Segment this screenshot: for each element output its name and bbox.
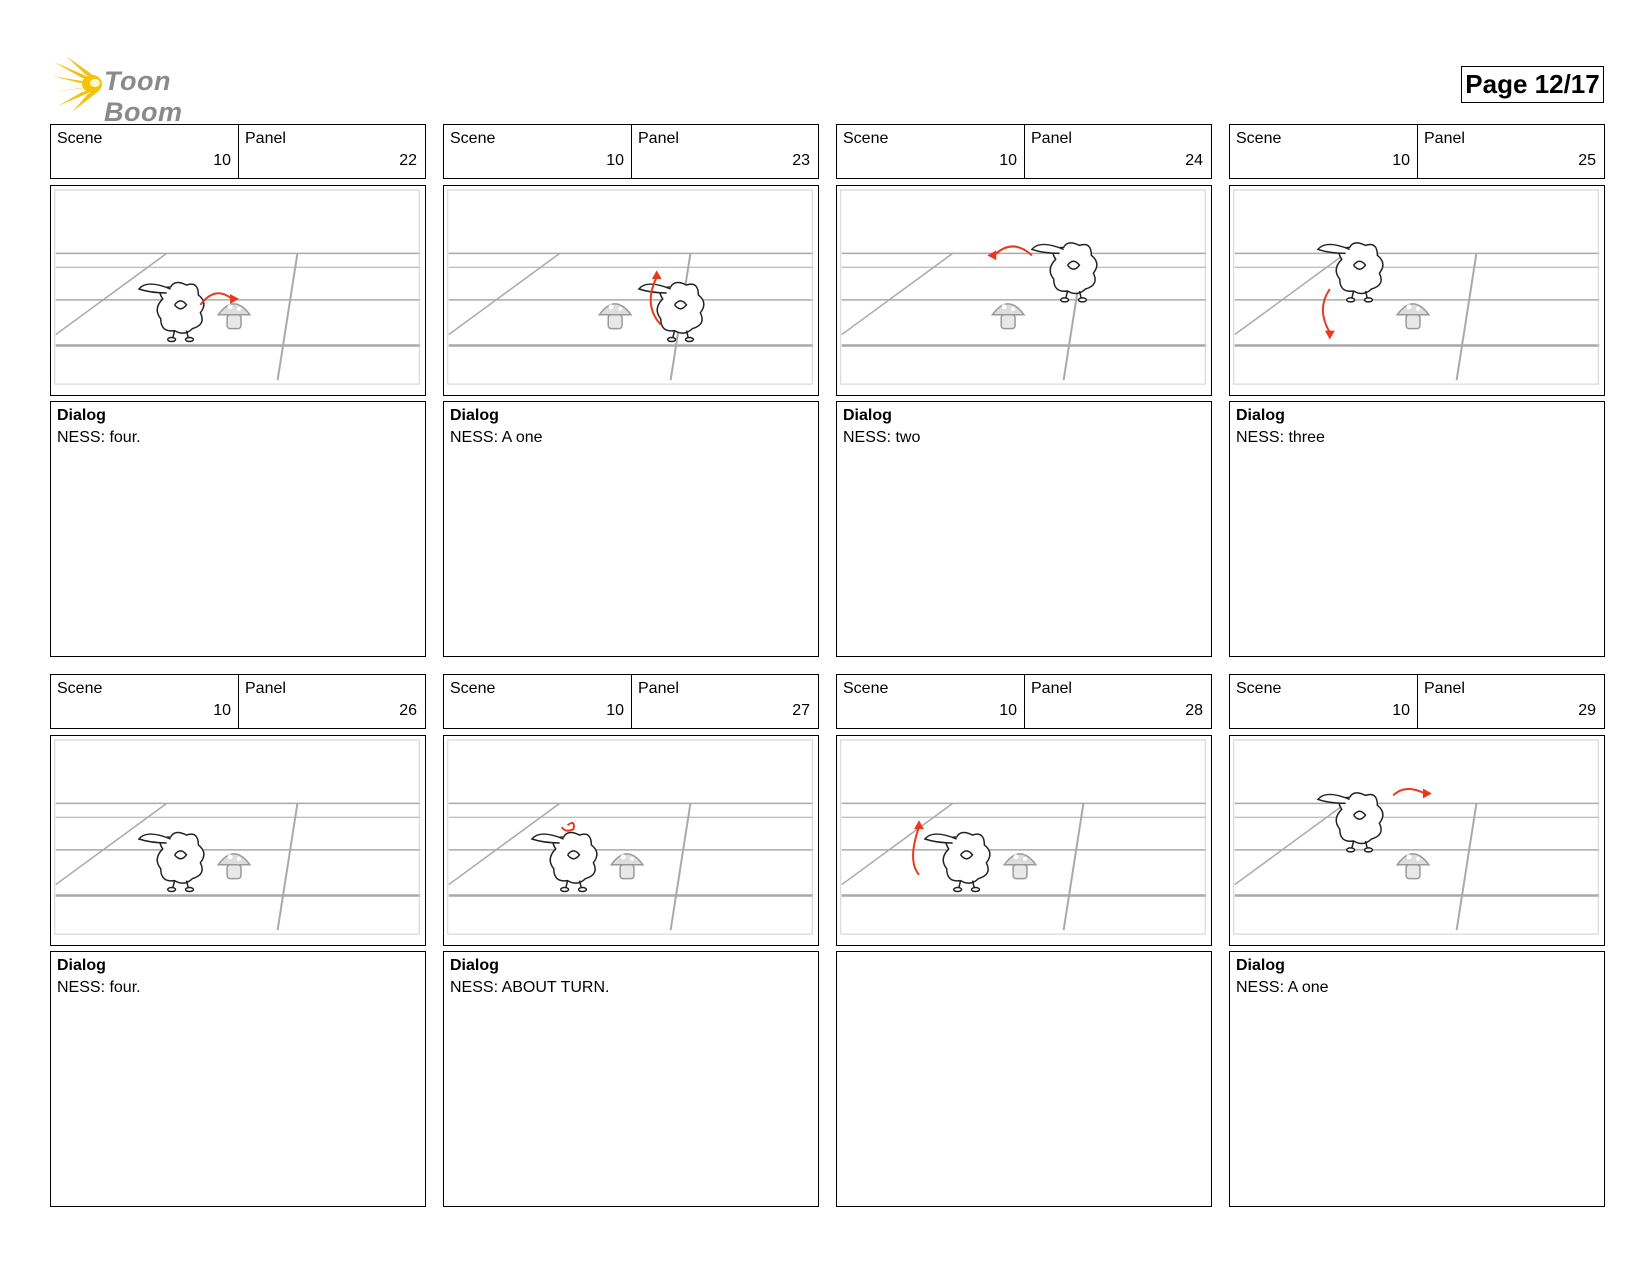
- logo-text: Toon Boom: [104, 66, 183, 127]
- panel-label: Panel: [245, 130, 286, 147]
- panel-header: [1229, 674, 1605, 729]
- scene-number: 10: [999, 152, 1017, 169]
- motion-arrow: [1393, 789, 1425, 795]
- panel-image: [836, 185, 1212, 396]
- toon-boom-logo: [52, 56, 252, 127]
- panel-label: Panel: [1031, 680, 1072, 697]
- panel-label: Panel: [245, 680, 286, 697]
- panel-image: [50, 735, 426, 946]
- arrow-head: [987, 250, 996, 260]
- panel-image: [50, 185, 426, 396]
- panel-number: 24: [1185, 152, 1203, 169]
- motion-arrow: [913, 827, 919, 875]
- character-drawing: [1032, 243, 1097, 302]
- scene-label: Scene: [450, 130, 496, 147]
- panel-image: [443, 185, 819, 396]
- scene-number: 10: [1392, 152, 1410, 169]
- character-drawing: [532, 833, 597, 892]
- scene-label: Scene: [843, 130, 889, 147]
- page-number-label: Page 12/17: [1461, 66, 1604, 103]
- panel-header: [443, 124, 819, 179]
- mushroom-drawing: [218, 304, 250, 329]
- scene-label: Scene: [843, 680, 889, 697]
- motion-arrow: [1323, 289, 1330, 333]
- motion-arrow: [562, 823, 574, 831]
- arrow-head: [1325, 331, 1335, 340]
- scene-label: Scene: [57, 130, 103, 147]
- panel-label: Panel: [638, 130, 679, 147]
- header-divider: [631, 675, 632, 728]
- arrow-head: [1423, 788, 1432, 798]
- header-divider: [238, 675, 239, 728]
- scene-number: 10: [213, 702, 231, 719]
- dialog-box: [443, 401, 819, 657]
- panel-header: [836, 674, 1212, 729]
- dialog-text: NESS: A one: [450, 429, 543, 446]
- dialog-box: [836, 401, 1212, 657]
- dialog-label: Dialog: [1236, 407, 1285, 424]
- mushroom-drawing: [1397, 854, 1429, 879]
- dialog-text: NESS: three: [1236, 429, 1325, 446]
- dialog-label: Dialog: [843, 407, 892, 424]
- panel-number: 26: [399, 702, 417, 719]
- scene-label: Scene: [57, 680, 103, 697]
- panel-number: 29: [1578, 702, 1596, 719]
- character-drawing: [639, 283, 704, 342]
- panel-label: Panel: [1031, 130, 1072, 147]
- panel-header: [443, 674, 819, 729]
- header-divider: [1417, 675, 1418, 728]
- character-drawing: [925, 833, 990, 892]
- mushroom-drawing: [1397, 304, 1429, 329]
- header-divider: [631, 125, 632, 178]
- panel-header: [50, 674, 426, 729]
- dialog-label: Dialog: [57, 957, 106, 974]
- panel-image: [836, 735, 1212, 946]
- panel-header: [1229, 124, 1605, 179]
- panel-image: [443, 735, 819, 946]
- dialog-box: [50, 951, 426, 1207]
- scene-number: 10: [606, 702, 624, 719]
- dialog-box: [1229, 401, 1605, 657]
- scene-label: Scene: [1236, 130, 1282, 147]
- panel-label: Panel: [638, 680, 679, 697]
- panel-number: 27: [792, 702, 810, 719]
- motion-arrow: [200, 293, 232, 305]
- header-divider: [1417, 125, 1418, 178]
- panel-header: [50, 124, 426, 179]
- scene-label: Scene: [1236, 680, 1282, 697]
- mushroom-drawing: [1004, 854, 1036, 879]
- dialog-text: NESS: A one: [1236, 979, 1329, 996]
- character-drawing: [1318, 793, 1383, 852]
- scene-number: 10: [213, 152, 231, 169]
- panel-label: Panel: [1424, 130, 1465, 147]
- panel-number: 28: [1185, 702, 1203, 719]
- scene-number: 10: [999, 702, 1017, 719]
- header-divider: [1024, 675, 1025, 728]
- dialog-box: [1229, 951, 1605, 1207]
- arrow-head: [652, 270, 662, 279]
- panel-number: 22: [399, 152, 417, 169]
- dialog-box: [443, 951, 819, 1207]
- dialog-text: NESS: ABOUT TURN.: [450, 979, 610, 996]
- panel-image: [1229, 185, 1605, 396]
- arrow-head: [230, 294, 239, 304]
- mushroom-drawing: [611, 854, 643, 879]
- scene-number: 10: [1392, 702, 1410, 719]
- character-drawing: [139, 283, 204, 342]
- header-divider: [1024, 125, 1025, 178]
- panel-number: 23: [792, 152, 810, 169]
- dialog-box: [50, 401, 426, 657]
- mushroom-drawing: [992, 304, 1024, 329]
- character-drawing: [139, 833, 204, 892]
- dialog-label: Dialog: [1236, 957, 1285, 974]
- dialog-label: Dialog: [57, 407, 106, 424]
- dialog-text: NESS: four.: [57, 429, 141, 446]
- dialog-text: NESS: four.: [57, 979, 141, 996]
- mushroom-drawing: [218, 854, 250, 879]
- mushroom-drawing: [599, 304, 631, 329]
- header-divider: [238, 125, 239, 178]
- dialog-text: NESS: two: [843, 429, 921, 446]
- panel-label: Panel: [1424, 680, 1465, 697]
- panel-header: [836, 124, 1212, 179]
- panel-image: [1229, 735, 1605, 946]
- scene-label: Scene: [450, 680, 496, 697]
- dialog-label: Dialog: [450, 407, 499, 424]
- panel-number: 25: [1578, 152, 1596, 169]
- dialog-box: [836, 951, 1212, 1207]
- dialog-label: Dialog: [450, 957, 499, 974]
- scene-number: 10: [606, 152, 624, 169]
